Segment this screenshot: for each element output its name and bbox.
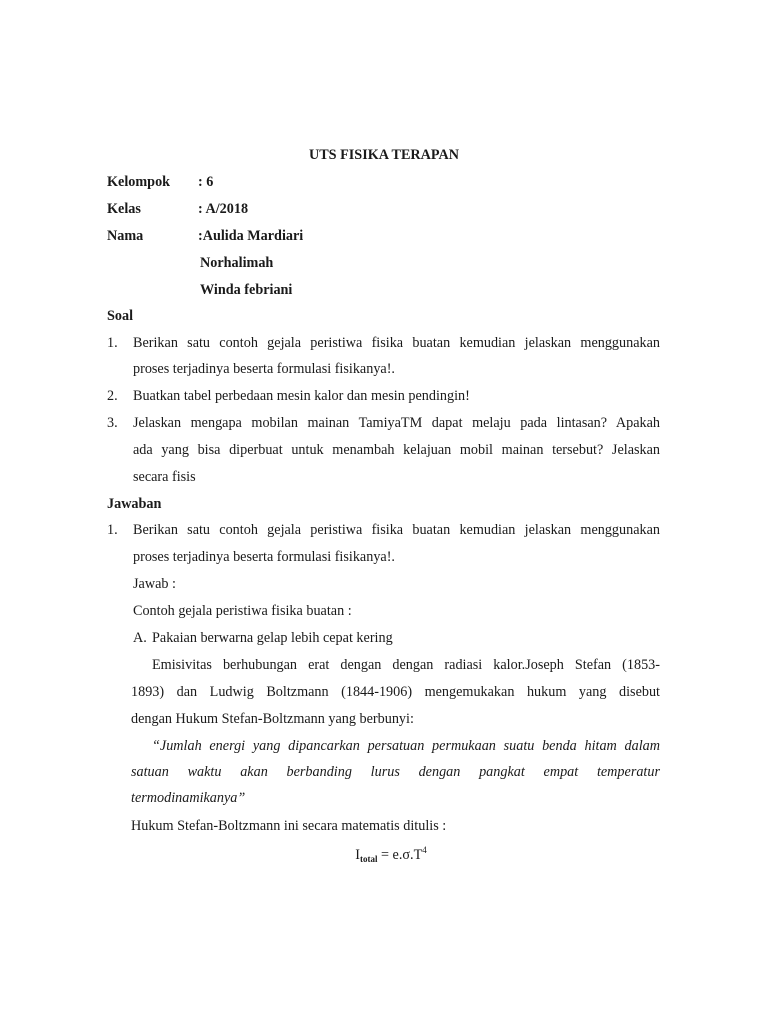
info-value-nama: :Aulida Mardiari bbox=[198, 228, 304, 244]
sub-item-letter: A. bbox=[133, 630, 147, 646]
soal-heading: Soal bbox=[107, 308, 134, 324]
formula-superscript: 4 bbox=[422, 845, 427, 855]
formula bbox=[0, 845, 768, 864]
paragraph-line: 1893) dan Ludwig Boltzmann (1844-1906) mengemukakan hukum yang disebut bbox=[131, 684, 660, 700]
info-label-nama: Nama bbox=[107, 228, 144, 244]
quote-line: “Jumlah energi yang dipancarkan persatuan permukaan suatu benda hitam dalam bbox=[152, 738, 660, 754]
soal-text-line: Berikan satu contoh gejala peristiwa fisika buatan kemudian jelaskan menggunakan bbox=[133, 335, 660, 351]
jawaban-number: 1. bbox=[107, 522, 118, 538]
jawaban-text-line: Berikan satu contoh gejala peristiwa fisika buatan kemudian jelaskan menggunakan bbox=[133, 522, 660, 538]
jawaban-text-line: proses terjadinya beserta formulasi fisikanya!. bbox=[133, 549, 395, 565]
soal-number: 1. bbox=[107, 335, 118, 351]
contoh-label: Contoh gejala peristiwa fisika buatan : bbox=[133, 603, 352, 619]
soal-text-line: Jelaskan mengapa mobilan mainan TamiyaTM dapat melaju pada lintasan? Apakah bbox=[133, 415, 660, 431]
soal-text-line: secara fisis bbox=[133, 469, 196, 485]
quote-line: satuan waktu akan berbanding lurus dengan pangkat empat temperatur bbox=[131, 764, 660, 780]
paragraph-line: Emisivitas berhubungan erat dengan dengan radiasi kalor.Joseph Stefan (1853- bbox=[152, 657, 660, 673]
info-label-kelas: Kelas bbox=[107, 201, 141, 217]
quote-line: termodinamikanya” bbox=[131, 790, 246, 806]
info-value-kelompok: : 6 bbox=[198, 174, 214, 190]
sub-item-text: Pakaian berwarna gelap lebih cepat kering bbox=[152, 630, 393, 646]
info-value-kelas: : A/2018 bbox=[198, 201, 249, 217]
soal-text-line: Buatkan tabel perbedaan mesin kalor dan mesin pendingin! bbox=[133, 388, 470, 404]
soal-text-line: proses terjadinya beserta formulasi fisikanya!. bbox=[133, 361, 395, 377]
formula-subscript: total bbox=[359, 854, 378, 864]
jawaban-heading: Jawaban bbox=[107, 496, 162, 512]
formula-base: I bbox=[355, 847, 360, 863]
soal-text-line: ada yang bisa diperbuat untuk menambah kelajuan mobil mainan tersebut? Jelaskan bbox=[133, 442, 660, 458]
formula-intro: Hukum Stefan-Boltzmann ini secara matematis ditulis : bbox=[131, 818, 447, 834]
soal-number: 3. bbox=[107, 415, 118, 431]
info-label-kelompok: Kelompok bbox=[107, 174, 171, 190]
jawab-label: Jawab : bbox=[133, 576, 176, 592]
name-extra: Winda febriani bbox=[200, 282, 293, 298]
name-extra: Norhalimah bbox=[200, 255, 274, 271]
soal-number: 2. bbox=[107, 388, 118, 404]
page-title: UTS FISIKA TERAPAN bbox=[308, 147, 460, 163]
paragraph-line: dengan Hukum Stefan-Boltzmann yang berbunyi: bbox=[131, 711, 414, 727]
formula-rest: = e.σ.T bbox=[377, 847, 423, 863]
